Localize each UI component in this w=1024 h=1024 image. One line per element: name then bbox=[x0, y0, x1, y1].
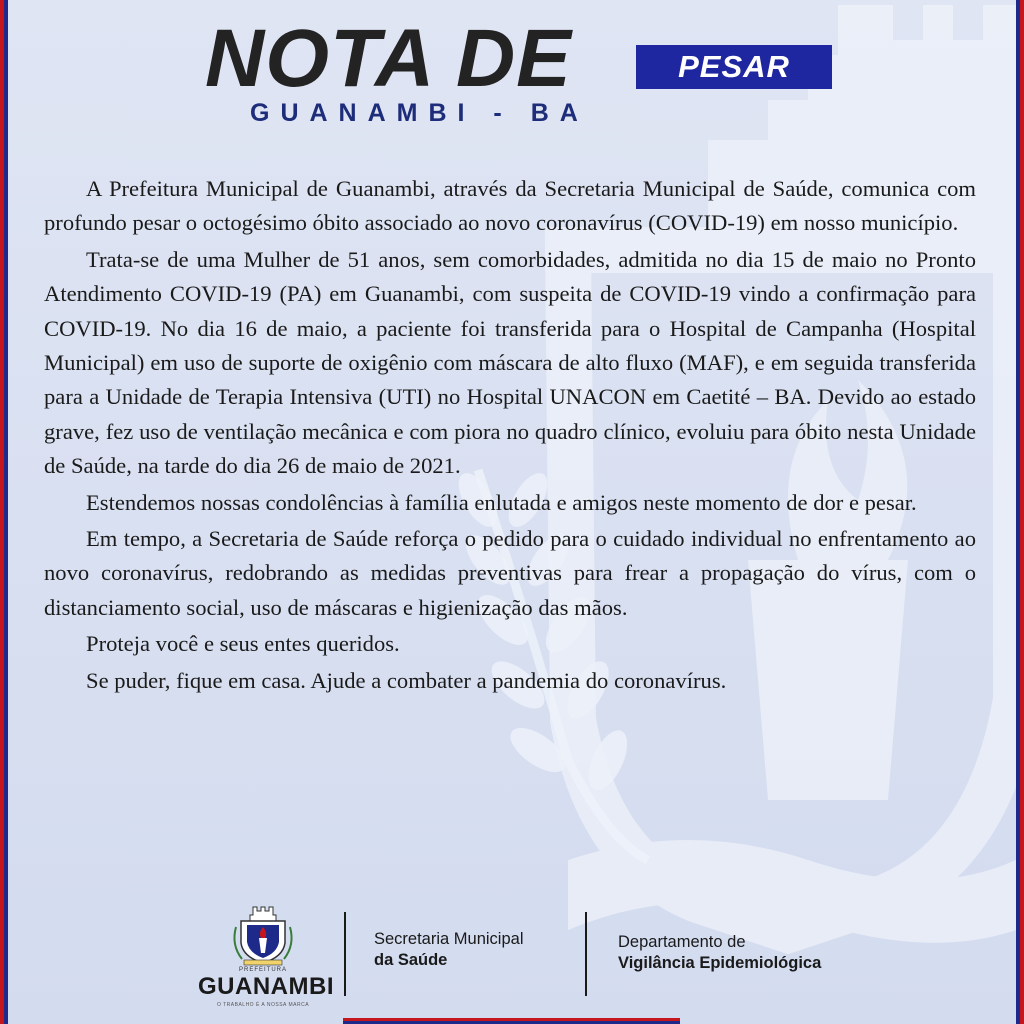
secretaria-line2: da Saúde bbox=[374, 951, 448, 969]
departamento-line2: Vigilância Epidemiológica bbox=[618, 954, 822, 972]
bottom-accent-bar bbox=[343, 1018, 680, 1024]
logo-tagline: O TRABALHO É A NOSSA MARCA bbox=[216, 1002, 310, 1008]
paragraph-condolences: Estendemos nossas condolências à família enlutada e amigos neste momento de dor e pesar. bbox=[86, 489, 917, 515]
paragraph-stay-home: Se puder, fique em casa. Ajude a combater a pandemia do coronavírus. bbox=[86, 667, 727, 693]
location-subtitle: GUANAMBI - BA bbox=[250, 99, 589, 127]
page-canvas bbox=[8, 0, 1016, 1024]
logo-prefeitura-text: PREFEITURA bbox=[238, 967, 287, 973]
page-title: NOTA DE bbox=[205, 13, 572, 104]
departamento-label bbox=[618, 932, 821, 974]
right-border-stripe bbox=[1016, 0, 1024, 1024]
paragraph-protect: Proteja você e seus entes queridos. bbox=[86, 631, 400, 657]
footer-divider bbox=[585, 912, 587, 996]
footer-divider bbox=[344, 912, 346, 996]
notice-body bbox=[44, 172, 976, 700]
departamento-line1: Departamento de bbox=[618, 933, 746, 951]
coat-of-arms-icon bbox=[198, 905, 328, 967]
left-border-stripe bbox=[0, 0, 8, 1024]
title-tag-badge: PESAR bbox=[636, 45, 832, 89]
paragraph-intro: A Prefeitura Municipal de Guanambi, através da Secretaria Municipal de Saúde, comunica com profundo pesar o octogésimo óbito associado ao novo coronavírus (COVID-19) em nosso município. bbox=[44, 176, 976, 236]
secretaria-line1: Secretaria Municipal bbox=[374, 930, 524, 948]
prefeitura-logo bbox=[198, 905, 334, 1015]
logo-guanambi-text: GUANAMBI bbox=[198, 973, 334, 1000]
paragraph-case-details: Trata-se de uma Mulher de 51 anos, sem comorbidades, admitida no dia 15 de maio no Pronto Atendimento COVID-19 (PA) em Guanambi, com suspeita de COVID-19 vindo a confirmação para COVID-19. No dia 16 de maio, a paciente foi transferida para o Hospital de Campanha (Hospital Municipal) em uso de suporte de oxigênio com máscara de alto fluxo (MAF), e em seguida transferida para a Unidade de Terapia Intensiva (UTI) no Hospital UNACON em Caetité – BA. Devido ao estado grave, fez uso de ventilação mecânica e com piora no quadro clínico, evoluiu para óbito nesta Unidade de Saúde, na tarde do dia 26 de maio de 2021. bbox=[44, 246, 976, 479]
paragraph-prevention: Em tempo, a Secretaria de Saúde reforça o pedido para o cuidado individual no enfrentamento ao novo coronavírus, redobrando as medidas preventivas para frear a propagação do vírus, com o distanciamento social, uso de máscaras e higienização das mãos. bbox=[44, 526, 976, 620]
secretaria-label bbox=[374, 929, 523, 971]
